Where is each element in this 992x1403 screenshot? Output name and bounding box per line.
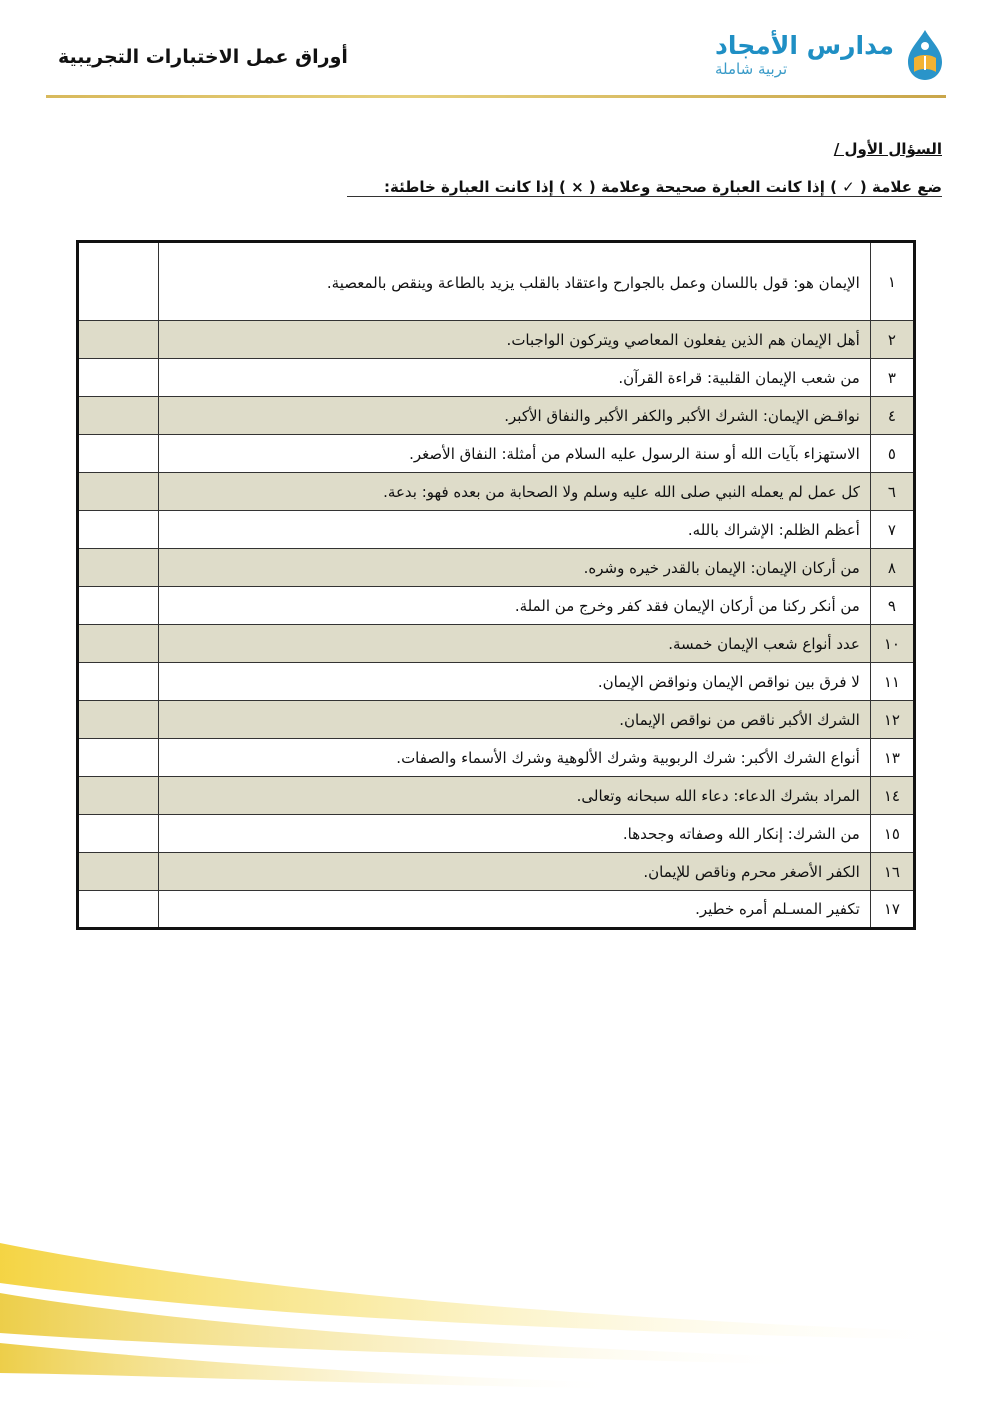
statement-number: ٧	[870, 511, 914, 549]
statement-number: ١	[870, 242, 914, 321]
statement-number: ١٣	[870, 739, 914, 777]
answer-cell[interactable]	[78, 435, 159, 473]
logo-tagline: تربية شاملة	[715, 60, 788, 78]
answer-cell[interactable]	[78, 359, 159, 397]
page-header	[0, 0, 992, 100]
answer-cell[interactable]	[78, 321, 159, 359]
school-logo	[715, 28, 948, 82]
logo-drop-icon	[902, 28, 948, 82]
answer-cell[interactable]	[78, 663, 159, 701]
statement-text: المراد بشرك الدعاء: دعاء الله سبحانه وتعالى.	[159, 777, 871, 815]
table-row	[78, 739, 915, 777]
statement-number: ٨	[870, 549, 914, 587]
logo-name: مدارس الأمجاد	[715, 31, 894, 60]
statement-text: من أركان الإيمان: الإيمان بالقدر خيره وشره.	[159, 549, 871, 587]
table-row	[78, 359, 915, 397]
statement-text: أهل الإيمان هم الذين يفعلون المعاصي ويتركون الواجبات.	[159, 321, 871, 359]
answer-cell[interactable]	[78, 853, 159, 891]
table-row	[78, 777, 915, 815]
statement-number: ٦	[870, 473, 914, 511]
answer-cell[interactable]	[78, 625, 159, 663]
statement-number: ١٧	[870, 891, 914, 929]
statement-text: الإيمان هو: قول باللسان وعمل بالجوارح واعتقاد بالقلب يزيد بالطاعة وينقص بالمعصية.	[159, 242, 871, 321]
statement-number: ١٥	[870, 815, 914, 853]
answer-cell[interactable]	[78, 891, 159, 929]
table-row	[78, 891, 915, 929]
statement-text: من شعب الإيمان القلبية: قراءة القرآن.	[159, 359, 871, 397]
table-row	[78, 242, 915, 321]
decorative-swoosh	[0, 1223, 992, 1403]
question-instruction: ضع علامة ( ✓ ) إذا كانت العبارة صحيحة وعلامة ( × ) إذا كانت العبارة خاطئة:	[383, 178, 942, 196]
answer-cell[interactable]	[78, 701, 159, 739]
statement-number: ٥	[870, 435, 914, 473]
statement-number: ١٤	[870, 777, 914, 815]
answer-cell[interactable]	[78, 549, 159, 587]
statement-text: من أنكر ركنا من أركان الإيمان فقد كفر وخرج من الملة.	[159, 587, 871, 625]
question-title: السؤال الأول /	[833, 140, 942, 158]
table-row	[78, 397, 915, 435]
statement-text: الشرك الأكبر ناقص من نواقص الإيمان.	[159, 701, 871, 739]
statement-text: عدد أنواع شعب الإيمان خمسة.	[159, 625, 871, 663]
statement-text: نواقـض الإيمان: الشرك الأكبر والكفر الأكبر والنفاق الأكبر.	[159, 397, 871, 435]
statement-text: من الشرك: إنكار الله وصفاته وجحدها.	[159, 815, 871, 853]
answer-cell[interactable]	[78, 242, 159, 321]
statement-text: تكفير المسـلم أمره خطير.	[159, 891, 871, 929]
statement-text: أعظم الظلم: الإشراك بالله.	[159, 511, 871, 549]
table-row	[78, 625, 915, 663]
statement-text: أنواع الشرك الأكبر: شرك الربوبية وشرك الألوهية وشرك الأسماء والصفات.	[159, 739, 871, 777]
table-row	[78, 815, 915, 853]
answer-cell[interactable]	[78, 473, 159, 511]
table-row	[78, 853, 915, 891]
statement-number: ٩	[870, 587, 914, 625]
answer-cell[interactable]	[78, 587, 159, 625]
statement-text: الاستهزاء بآيات الله أو سنة الرسول عليه السلام من أمثلة: النفاق الأصغر.	[159, 435, 871, 473]
instruction-underline	[347, 196, 942, 197]
true-false-table	[76, 240, 916, 930]
statement-text: كل عمل لم يعمله النبي صلى الله عليه وسلم ولا الصحابة من بعده فهو: بدعة.	[159, 473, 871, 511]
statement-number: ١٦	[870, 853, 914, 891]
statement-number: ٣	[870, 359, 914, 397]
answer-cell[interactable]	[78, 397, 159, 435]
statement-text: الكفر الأصغر محرم وناقص للإيمان.	[159, 853, 871, 891]
statement-number: ١٢	[870, 701, 914, 739]
document-title: أوراق عمل الاختبارات التجريبية	[58, 46, 348, 68]
table-row	[78, 321, 915, 359]
table-row	[78, 511, 915, 549]
answer-cell[interactable]	[78, 511, 159, 549]
statement-text: لا فرق بين نواقص الإيمان ونواقض الإيمان.	[159, 663, 871, 701]
statement-number: ١٠	[870, 625, 914, 663]
answer-cell[interactable]	[78, 815, 159, 853]
answer-cell[interactable]	[78, 777, 159, 815]
statement-number: ٢	[870, 321, 914, 359]
table-row	[78, 473, 915, 511]
statement-number: ١١	[870, 663, 914, 701]
table-row	[78, 435, 915, 473]
answer-cell[interactable]	[78, 739, 159, 777]
header-divider	[46, 95, 946, 98]
statement-number: ٤	[870, 397, 914, 435]
table-row	[78, 549, 915, 587]
table-row	[78, 663, 915, 701]
table-row	[78, 701, 915, 739]
table-row	[78, 587, 915, 625]
